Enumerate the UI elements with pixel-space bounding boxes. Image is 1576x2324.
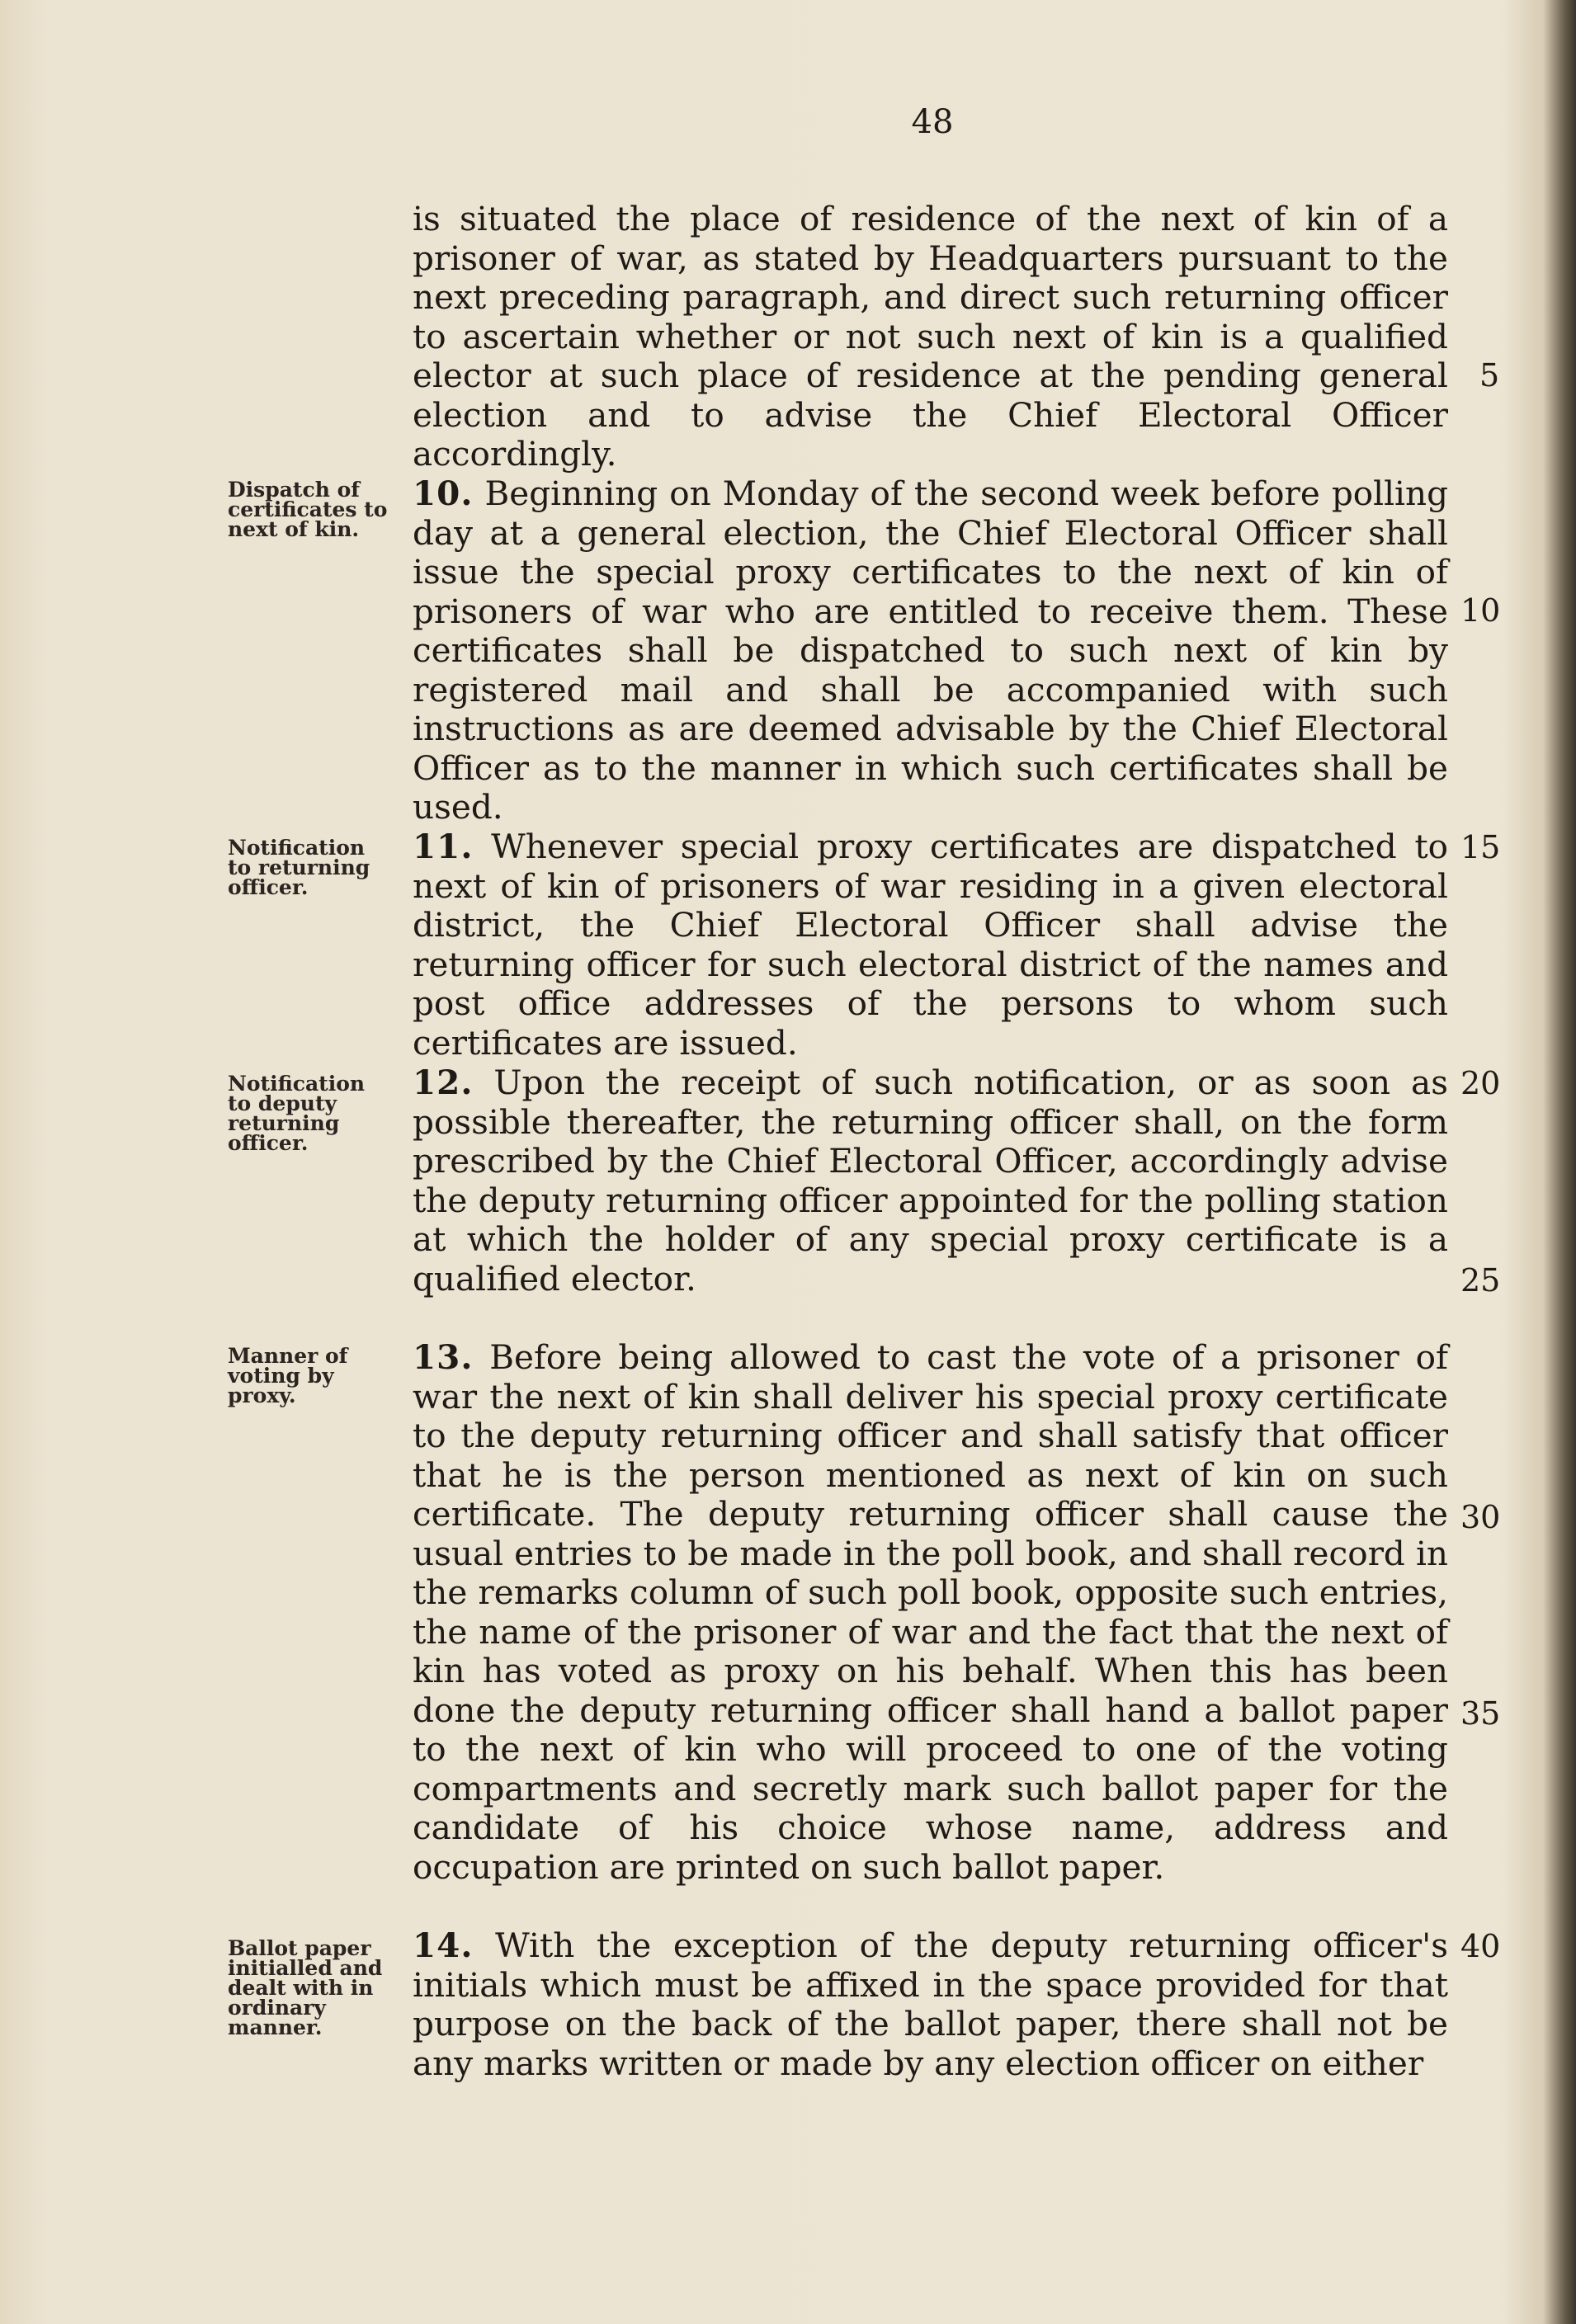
paragraph-12 [413,1063,1448,1299]
paragraph-text: Before being allowed to cast the vote of a prisoner of war the next of kin shall deliver his special proxy certificate to the deputy returning officer and shall satisfy that officer that he is the person mentioned as next of kin on such certificate. The deputy returning officer shall cause the usual entries to be made in the poll book, and shall record in the remarks column of such poll book, opposite such entries, the name of the prisoner of war and the fact that the next of kin has voted as proxy on his behalf. When this has been done the deputy returning officer shall hand a ballot paper to the next of kin who will proceed to one of the voting compartments and secretly mark such ballot paper for the candidate of his choice whose name, address and occupation are printed on such ballot paper. [413,1337,1448,1887]
paragraph-text: With the exception of the deputy returning officer's initials which must be affixed in the space provided for that purpose on the back of the ballot paper, there shall not be any marks written or made by any election officer on either [413,1926,1448,2083]
side-note-deputy-returning-officer: Notification to deputy returning officer. [228,1072,366,1155]
paragraph-text: Upon the receipt of such notification, or as soon as possible thereafter, the returning officer shall, on the form prescribed by the Chief Electoral Officer, accordingly advise the deputy returning officer appointed for the polling station at which the holder of any special proxy certificate is a qualified elector. [413,1063,1448,1299]
section-number: 13. [413,1337,474,1377]
line-number: 15 [1460,829,1501,865]
line-number: 30 [1460,1499,1501,1535]
section-number: 11. [413,827,474,866]
line-number: 25 [1460,1262,1501,1299]
paragraph-text: is situated the place of residence of the next of kin of a prisoner of war, as stated by Headquarters pursuant to the next preceding paragraph, and direct such returning officer to ascertain whether or not such next of kin is a qualified elector at such place of residence at the pending general election and to advise the Chief Electoral Officer accordingly. [413,199,1448,474]
paragraph-14 [413,1926,1448,2083]
section-number: 14. [413,1926,474,1965]
side-note-voting-by-proxy: Manner of voting by proxy. [228,1344,348,1407]
line-number: 5 [1479,357,1500,394]
line-number: 40 [1460,1928,1501,1964]
paragraph-13 [413,1338,1448,1887]
section-number: 10. [413,474,474,513]
line-number: 20 [1460,1065,1501,1101]
side-note-ballot-paper: Ballot paper initialled and dealt with in ordinary manner. [228,1936,383,2039]
section-number: 12. [413,1063,474,1102]
side-note-returning-officer: Notification to returning officer. [228,836,370,899]
paragraph-11 [413,827,1448,1063]
paragraph-text: Whenever special proxy certificates are dispatched to next of kin of prisoners of war residing in a given electoral district, the Chief Electoral Officer shall advise the returning officer for such electoral district of the names and post office addresses of the persons to whom such certificates are issued. [413,827,1448,1063]
line-number: 35 [1460,1695,1501,1732]
paragraph-continuation [413,200,1448,474]
line-number: 10 [1460,592,1501,629]
paragraph-text: Beginning on Monday of the second week before polling day at a general election, the Chief Electoral Officer shall issue the special proxy certificates to the next of kin of prisoners of war who are entitled to receive them. These certificates shall be dispatched to such next of kin by registered mail and shall be accompanied with such instructions as are deemed advisable by the Chief Electoral Officer as to the manner in which such certificates shall be used. [413,474,1448,827]
paragraph-10 [413,474,1448,827]
page-number: 48 [911,103,954,141]
side-note-dispatch: Dispatch of certificates to next of kin. [228,478,388,541]
